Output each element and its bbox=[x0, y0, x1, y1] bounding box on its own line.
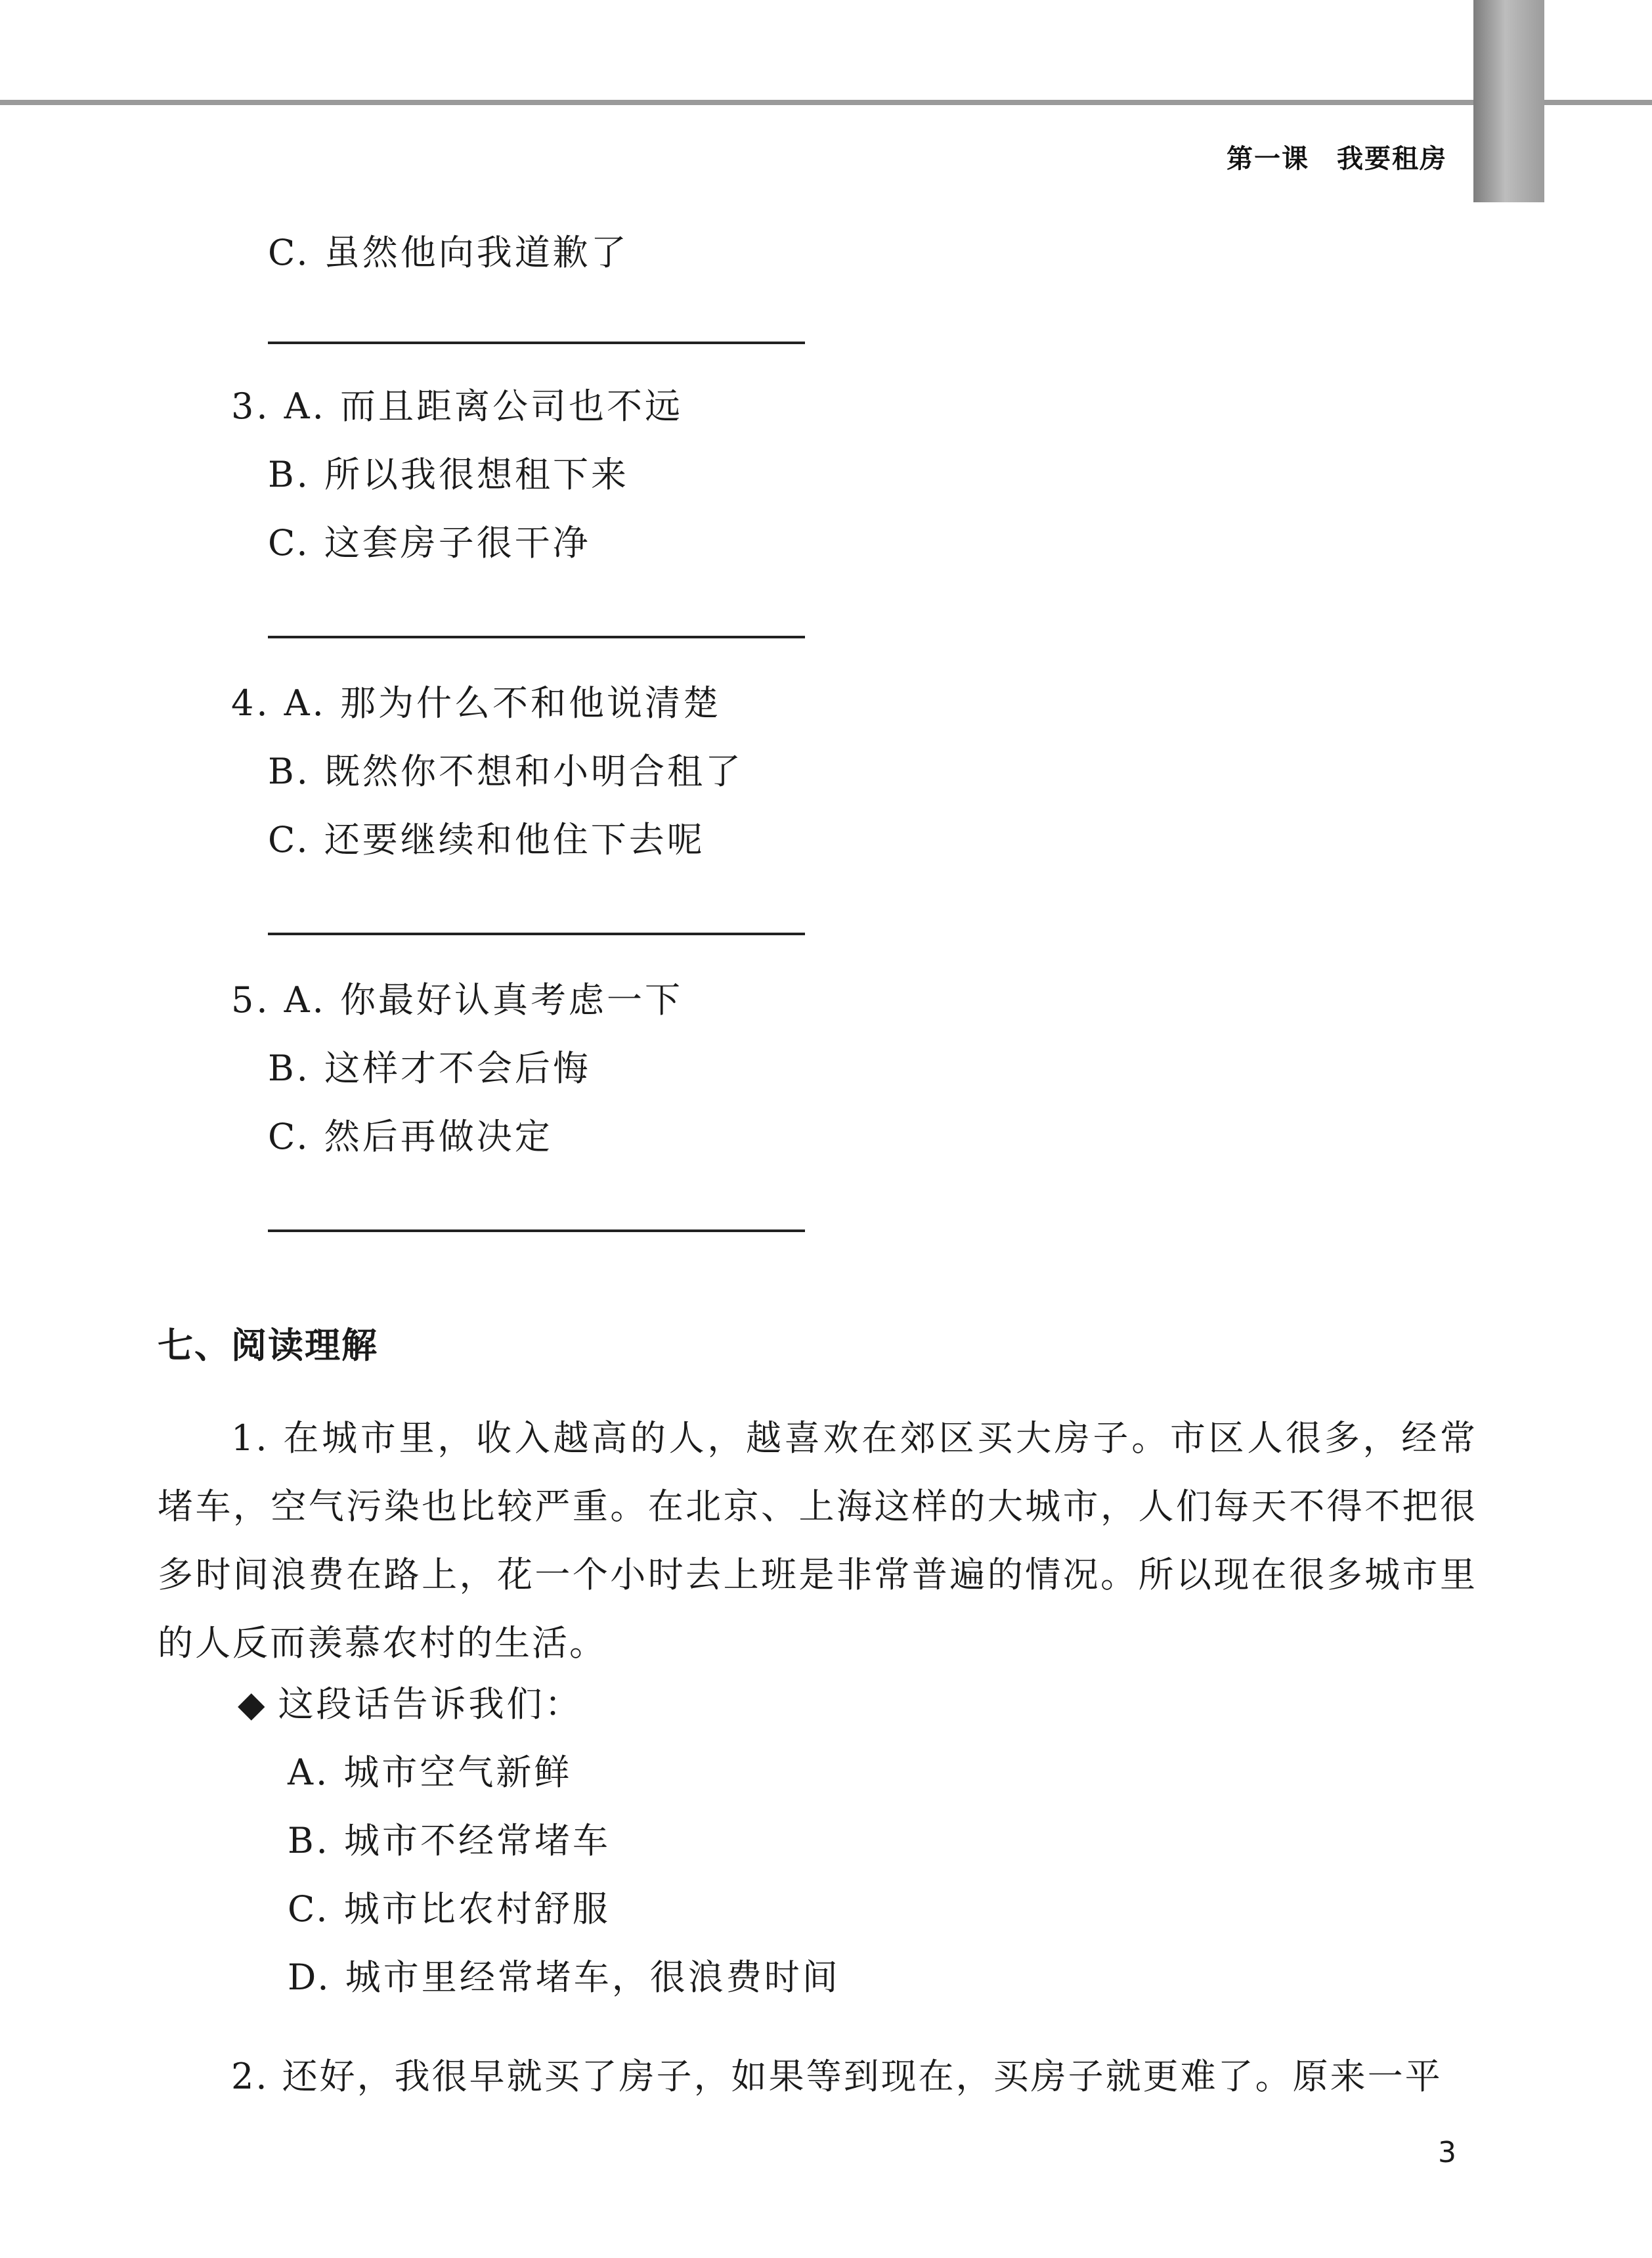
option-4a: 4. A. 那为什么不和他说清楚 bbox=[231, 682, 722, 724]
answer-option-b[interactable]: B. 城市不经常堵车 bbox=[288, 1820, 611, 1861]
answer-option-c[interactable]: C. 城市比农村舒服 bbox=[288, 1888, 611, 1930]
option-3b: B. 所以我很想租下来 bbox=[268, 454, 630, 495]
option-3c: C. 这套房子很干净 bbox=[268, 522, 591, 564]
option-3a: 3. A. 而且距离公司也不远 bbox=[231, 386, 684, 427]
option-5a: 5. A. 你最好认真考虑一下 bbox=[231, 979, 684, 1021]
prompt-text: 这段话告诉我们： bbox=[278, 1683, 583, 1725]
reading-passage-2: 2. 还好，我很早就买了房子，如果等到现在，买房子就更难了。原来一平 bbox=[231, 2056, 1443, 2097]
answer-blank-3[interactable] bbox=[268, 636, 805, 638]
answer-blank-4[interactable] bbox=[268, 933, 805, 935]
answer-blank-5[interactable] bbox=[268, 1229, 805, 1232]
diamond-bullet-icon: ◆ bbox=[238, 1683, 268, 1725]
running-head: 第一课 我要租房 bbox=[1227, 144, 1447, 174]
section-heading: 七、阅读理解 bbox=[158, 1325, 378, 1366]
answer-blank-2[interactable] bbox=[268, 342, 805, 344]
header-rule bbox=[0, 100, 1652, 105]
option-5c: C. 然后再做决定 bbox=[268, 1116, 553, 1157]
reading-passage-1: 1. 在城市里，收入越高的人，越喜欢在郊区买大房子。市区人很多，经常堵车，空气污染也比较严重。在北京、上海这样的大城市，人们每天不得不把很多时间浪费在路上，花一个小时去上班是非常普遍的情况。所以现在很多城市里的人反而羡慕农村的生活。 bbox=[158, 1417, 1477, 1664]
answer-option-a[interactable]: A. 城市空气新鲜 bbox=[288, 1752, 573, 1793]
option-4c: C. 还要继续和他住下去呢 bbox=[268, 819, 705, 860]
option-4b: B. 既然你不想和小明合租了 bbox=[268, 751, 744, 792]
chapter-tab bbox=[1473, 0, 1544, 202]
question-prompt bbox=[238, 1683, 583, 1725]
answer-option-d[interactable]: D. 城市里经常堵车，很浪费时间 bbox=[288, 1957, 840, 1998]
page-number: 3 bbox=[1438, 2136, 1456, 2169]
option-5b: B. 这样才不会后悔 bbox=[268, 1048, 592, 1089]
option-2c: C. 虽然他向我道歉了 bbox=[268, 232, 629, 273]
